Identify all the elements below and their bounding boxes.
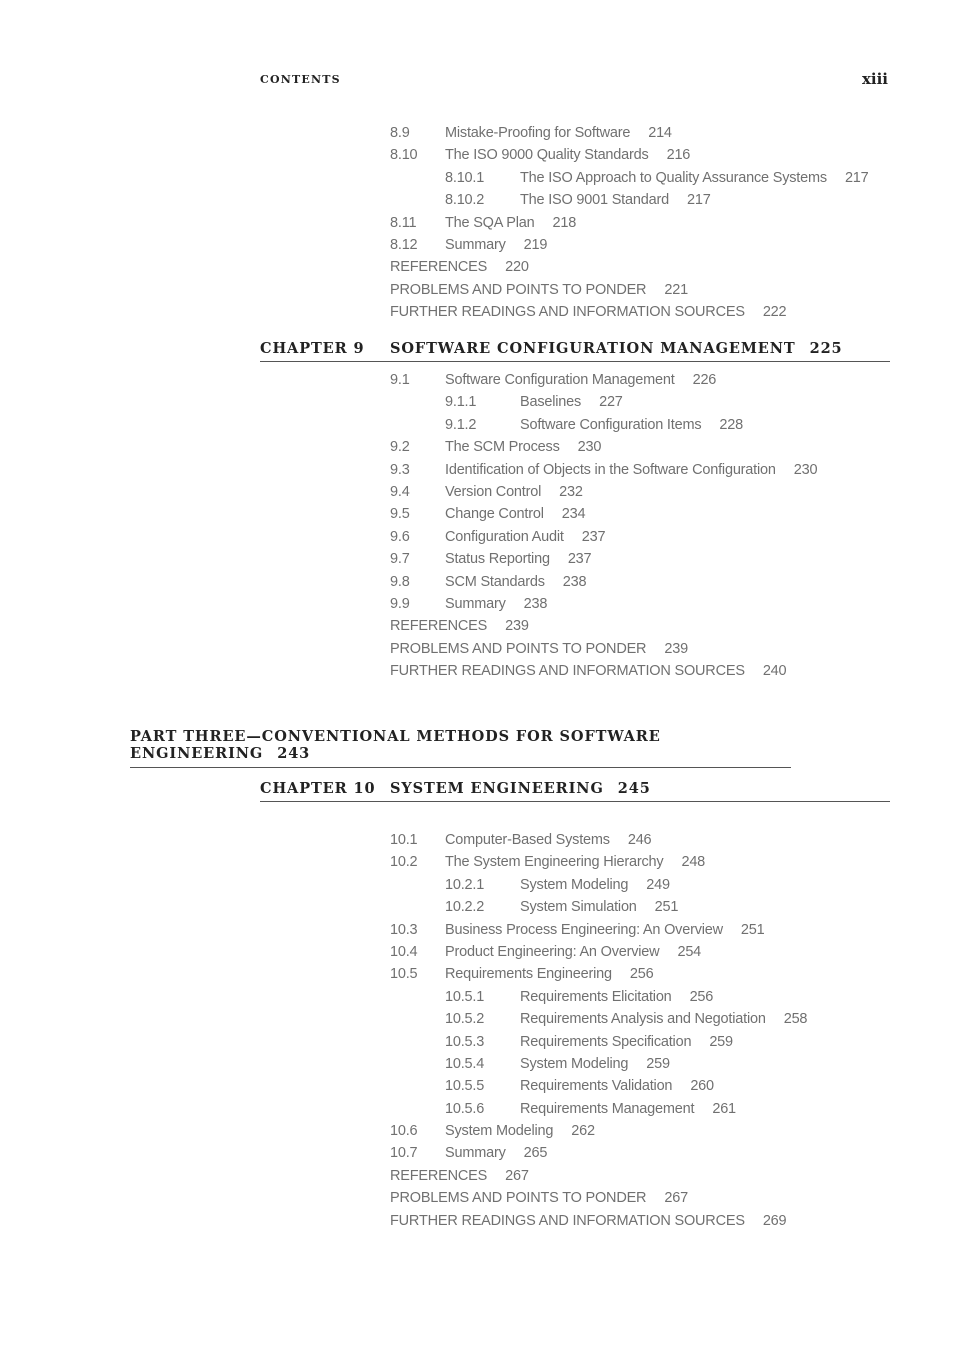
toc-entry-number: 9.8 — [390, 573, 410, 590]
toc-entry-page: 237 — [567, 551, 592, 568]
toc-entry-text: Requirements Specification — [520, 1033, 692, 1050]
toc-entry-number: 10.5.5 — [445, 1078, 485, 1095]
toc-entry-page: 239 — [505, 618, 529, 635]
toc-entry-page: 259 — [709, 1033, 733, 1050]
toc-entry-number: 10.7 — [390, 1145, 418, 1162]
toc-entry-title — [390, 1210, 786, 1232]
toc-entry-number: 10.4 — [390, 943, 418, 960]
toc-entry-title — [520, 189, 711, 211]
toc-entry-text: Requirements Analysis and Negotiation — [520, 1011, 766, 1028]
toc-entry-title — [445, 234, 547, 256]
toc-entry-number: 10.1 — [390, 832, 418, 848]
toc-entry-text: Requirements Validation — [520, 1078, 673, 1095]
toc-entry-text: Software Configuration Items — [520, 416, 702, 433]
toc-entry-number: 10.2.1 — [445, 876, 485, 893]
toc-entry-page: 254 — [677, 943, 702, 960]
toc-entry-title — [445, 963, 653, 985]
toc-entry-number: 10.3 — [390, 921, 418, 938]
toc-entry-title — [445, 144, 690, 166]
toc-entry-page: 238 — [562, 573, 587, 590]
chapter-10-label: CHAPTER 10 — [260, 780, 376, 797]
toc-entry-title — [520, 1053, 670, 1075]
chapter-9-page: 225 — [809, 340, 843, 357]
toc-entry-title — [390, 1187, 688, 1209]
toc-entry-text: The ISO 9000 Quality Standards — [445, 147, 649, 164]
toc-entry-page: 251 — [654, 899, 679, 916]
toc-entry-title — [445, 1120, 595, 1142]
toc-entry-page: 226 — [692, 372, 717, 388]
toc-entry-number: 8.10.1 — [445, 169, 485, 186]
toc-entry-number: 9.5 — [390, 506, 410, 523]
toc-entry-page: 256 — [629, 966, 654, 983]
chapter-10-page: 245 — [617, 780, 651, 797]
toc-entry-number: 9.1 — [390, 372, 410, 388]
toc-entry-title — [445, 503, 585, 525]
toc-entry-title — [445, 122, 672, 144]
toc-entry-title — [390, 638, 688, 660]
toc-entry-title — [520, 391, 623, 413]
toc-entry-page: 239 — [664, 640, 688, 657]
toc-entry-page: 261 — [712, 1100, 736, 1117]
toc-entry-page: 214 — [648, 125, 672, 141]
toc-entry-number: 9.9 — [390, 595, 410, 612]
toc-entry-text: The SQA Plan — [445, 214, 535, 231]
toc-entry-text: FURTHER READINGS AND INFORMATION SOURCES — [390, 1212, 745, 1229]
toc-entry-text: The SCM Process — [445, 439, 560, 456]
toc-entry-text: Computer-Based Systems — [445, 832, 610, 848]
toc-entry-text: Baselines — [520, 394, 582, 411]
toc-entry-title — [445, 829, 651, 851]
toc-entry-number: 8.10 — [390, 147, 418, 164]
toc-entry-title — [445, 369, 716, 391]
toc-entry-page: 227 — [599, 394, 623, 411]
toc-entry-text: Summary — [445, 595, 506, 612]
toc-entry-title — [445, 851, 705, 873]
toc-entry-text: Software Configuration Management — [445, 372, 675, 388]
toc-entry-title — [390, 256, 529, 278]
toc-entry-text: FURTHER READINGS AND INFORMATION SOURCES — [390, 663, 745, 680]
toc-entry-title — [445, 571, 586, 593]
toc-entry-title — [520, 1098, 736, 1120]
toc-entry-title — [520, 1008, 807, 1030]
toc-entry-text: REFERENCES — [390, 259, 488, 276]
toc-entry-page: 234 — [561, 506, 586, 523]
toc-entry-number: 10.5 — [390, 966, 418, 983]
toc-entry-title — [445, 481, 583, 503]
toc-entry-number: 10.5.4 — [445, 1055, 485, 1072]
toc-entry-text: Identification of Objects in the Software Configuration — [445, 461, 776, 478]
toc-entry-title — [445, 526, 605, 548]
toc-entry-number: 8.11 — [390, 214, 417, 231]
toc-entry-page: 267 — [505, 1167, 529, 1184]
toc-entry-text: REFERENCES — [390, 618, 488, 635]
toc-entry-text: Business Process Engineering: An Overview — [445, 921, 723, 938]
toc-entry-text: Product Engineering: An Overview — [445, 943, 660, 960]
toc-entry-title — [445, 212, 576, 234]
toc-entry-page: 218 — [552, 214, 577, 231]
toc-entry-page: 221 — [664, 281, 688, 298]
toc-entry-page: 258 — [783, 1011, 808, 1028]
chapter-10-title: SYSTEM ENGINEERING — [390, 780, 604, 797]
toc-entry-page: 269 — [762, 1212, 787, 1229]
toc-entry-title — [390, 660, 786, 682]
toc-entry-number: 9.1.2 — [445, 416, 477, 433]
toc-entry-number: 9.2 — [390, 439, 410, 456]
toc-entry-page: 260 — [690, 1078, 714, 1095]
toc-entry-title — [520, 1031, 733, 1053]
toc-entry-title — [445, 1142, 547, 1164]
toc-entry-title — [520, 414, 743, 436]
toc-entry-number: 8.9 — [390, 125, 410, 141]
toc-entry-title — [445, 941, 701, 963]
toc-entry-text: System Simulation — [520, 899, 637, 916]
toc-entry-text: The ISO 9001 Standard — [520, 192, 669, 209]
toc-entry-title — [445, 459, 817, 481]
toc-entry-text: Requirements Engineering — [445, 966, 612, 983]
toc-entry-title — [520, 986, 713, 1008]
toc-entry-text: System Modeling — [445, 1123, 554, 1140]
toc-entry-number: 10.2.2 — [445, 899, 485, 916]
toc-entry-text: Summary — [445, 236, 506, 253]
toc-entry-number: 9.6 — [390, 528, 410, 545]
toc-entry-text: SCM Standards — [445, 573, 545, 590]
toc-entry-number: 9.3 — [390, 461, 410, 478]
toc-entry-number: 8.10.2 — [445, 192, 485, 209]
toc-entry-title — [390, 1165, 529, 1187]
part-three-page: 243 — [277, 745, 311, 762]
toc-entry-number: 9.4 — [390, 483, 410, 500]
toc-entry-text: PROBLEMS AND POINTS TO PONDER — [390, 281, 647, 298]
toc-entry-page: 251 — [740, 921, 765, 938]
toc-entry-text: REFERENCES — [390, 1167, 488, 1184]
toc-entry-page: 232 — [559, 483, 583, 500]
toc-entry-text: The ISO Approach to Quality Assurance Systems — [520, 169, 827, 186]
toc-entry-number: 10.5.2 — [445, 1011, 485, 1028]
toc-entry-title — [445, 919, 765, 941]
chapter-9-title: SOFTWARE CONFIGURATION MANAGEMENT — [390, 340, 796, 357]
toc-entry-title — [520, 874, 670, 896]
toc-entry-text: System Modeling — [520, 876, 629, 893]
running-header: CONTENTS — [260, 73, 341, 86]
toc-entry-page: 228 — [719, 416, 743, 433]
chapter-10-heading — [260, 780, 890, 802]
part-three-heading — [130, 728, 791, 768]
toc-entry-text: Requirements Management — [520, 1100, 695, 1117]
toc-entry-page: 249 — [646, 876, 670, 893]
toc-entry-page: 220 — [505, 259, 529, 276]
toc-entry-title — [445, 436, 601, 458]
toc-entry-title — [445, 548, 591, 570]
toc-entry-text: Mistake-Proofing for Software — [445, 125, 631, 141]
toc-entry-text: FURTHER READINGS AND INFORMATION SOURCES — [390, 304, 745, 321]
toc-entry-text: Requirements Elicitation — [520, 988, 672, 1005]
toc-entry-page: 248 — [681, 854, 706, 871]
toc-entry-page: 238 — [523, 595, 548, 612]
toc-entry-page: 217 — [686, 192, 711, 209]
toc-entry-page: 246 — [627, 832, 652, 848]
toc-entry-page: 262 — [571, 1123, 595, 1140]
toc-entry-number: 9.7 — [390, 551, 410, 568]
toc-entry-page: 222 — [762, 304, 787, 321]
toc-entry-number: 8.12 — [390, 236, 418, 253]
page-number: xiii — [861, 70, 888, 88]
toc-entry-text: Configuration Audit — [445, 528, 564, 545]
toc-entry-page: 265 — [523, 1145, 548, 1162]
toc-entry-page: 240 — [762, 663, 787, 680]
chapter-9-heading — [260, 340, 890, 362]
toc-entry-page: 230 — [577, 439, 602, 456]
toc-entry-page: 217 — [844, 169, 869, 186]
toc-entry-number: 9.1.1 — [445, 394, 477, 411]
toc-entry-text: Summary — [445, 1145, 506, 1162]
toc-entry-text: Status Reporting — [445, 551, 550, 568]
toc-entry-page: 267 — [664, 1190, 688, 1207]
toc-entry-number: 10.5.6 — [445, 1100, 485, 1117]
toc-entry-page: 256 — [689, 988, 714, 1005]
toc-entry-page: 237 — [581, 528, 606, 545]
toc-entry-number: 10.6 — [390, 1123, 418, 1140]
toc-entry-page: 216 — [666, 147, 691, 164]
toc-entry-page: 219 — [523, 236, 548, 253]
toc-entry-number: 10.5.1 — [445, 988, 485, 1005]
chapter-9-label: CHAPTER 9 — [260, 340, 365, 357]
toc-entry-text: Change Control — [445, 506, 544, 523]
toc-entry-text: System Modeling — [520, 1055, 629, 1072]
toc-entry-title — [520, 896, 678, 918]
toc-entry-number: 10.5.3 — [445, 1033, 485, 1050]
toc-entry-number: 10.2 — [390, 854, 418, 871]
toc-entry-text: PROBLEMS AND POINTS TO PONDER — [390, 640, 647, 657]
toc-entry-title — [390, 615, 529, 637]
part-three-title: PART THREE—CONVENTIONAL METHODS FOR SOFTWARE ENGINEERING — [130, 728, 661, 762]
toc-entry-page: 230 — [793, 461, 818, 478]
toc-entry-text: Version Control — [445, 483, 542, 500]
toc-entry-title — [520, 167, 869, 189]
toc-entry-text: The System Engineering Hierarchy — [445, 854, 664, 871]
toc-entry-text: PROBLEMS AND POINTS TO PONDER — [390, 1190, 647, 1207]
toc-entry-title — [390, 301, 786, 323]
toc-entry-page: 259 — [646, 1055, 670, 1072]
toc-entry-title — [520, 1075, 714, 1097]
toc-entry-title — [445, 593, 547, 615]
toc-entry-title — [390, 279, 688, 301]
